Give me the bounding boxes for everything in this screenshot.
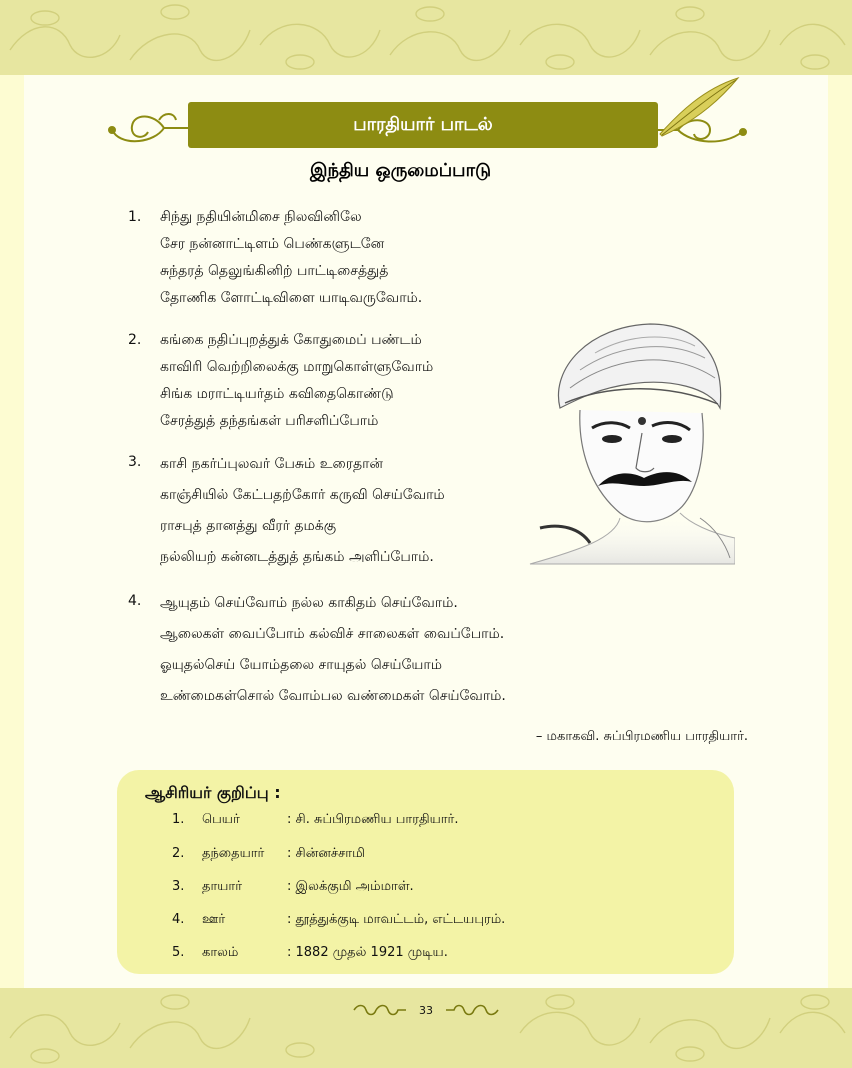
teacher-note-title: ஆசிரியர் குறிப்பு :: [145, 783, 281, 802]
poem-line: காஞ்சியில் கேட்பதற்கோர் கருவி செய்வோம்: [160, 487, 445, 503]
leaf-pattern-icon: [0, 0, 852, 75]
note-row-value: : தூத்துக்குடி மாவட்டம், எட்டயபுரம்.: [287, 912, 506, 927]
note-row-number: 4.: [172, 912, 185, 927]
feather-scroll-ornament-icon: [648, 74, 748, 152]
poem-line: கங்கை நதிப்புறத்துக் கோதுமைப் பண்டம்: [160, 332, 422, 348]
poem-line: உண்மைகள்சொல் வோம்பல வண்மைகள் செய்வோம்.: [160, 688, 506, 704]
top-decorative-band: [0, 0, 852, 75]
poem-line: காசி நகர்ப்புலவர் பேசும் உரைதான்: [160, 456, 383, 472]
note-row-value: : 1882 முதல் 1921 முடிய.: [287, 945, 448, 960]
note-row-key: பெயர்: [202, 812, 240, 827]
poem-line: சிங்க மராட்டியர்தம் கவிதைகொண்டு: [160, 386, 394, 402]
poem-author: – மகாகவி. சுப்பிரமணிய பாரதியார்.: [535, 729, 748, 744]
poem-line: சிந்து நதியின்மிசை நிலவினிலே: [160, 209, 362, 225]
stanza-number: 2.: [128, 332, 142, 348]
poem-line: தோணிக ளோட்டிவிளை யாடிவருவோம்.: [160, 290, 423, 306]
page-number-right-ornament-icon: [444, 1002, 500, 1018]
poem-title: இந்திய ஒருமைப்பாடு: [310, 160, 492, 181]
note-row-number: 3.: [172, 879, 185, 894]
note-row-value: : இலக்குமி அம்மாள்.: [287, 879, 414, 894]
page-number: 33: [419, 1004, 433, 1017]
note-row-value: : சின்னச்சாமி: [287, 846, 365, 861]
poet-portrait-sketch: [520, 318, 735, 566]
poem-line: ஆயுதம் செய்வோம் நல்ல காகிதம் செய்வோம்.: [160, 595, 458, 611]
bottom-decorative-band: [0, 988, 852, 1068]
note-row-number: 2.: [172, 846, 185, 861]
poem-line: ராசபுத் தானத்து வீரர் தமக்கு: [160, 518, 337, 534]
stanza-number: 3.: [128, 454, 142, 470]
section-banner-title: பாரதியார் பாடல்: [353, 113, 493, 135]
stanza-number: 1.: [128, 209, 142, 225]
note-row-value: : சி. சுப்பிரமணிய பாரதியார்.: [287, 812, 459, 827]
note-row-key: காலம்: [202, 945, 239, 960]
note-row-key: தாயார்: [202, 879, 242, 894]
poem-line: ஆலைகள் வைப்போம் கல்விச் சாலைகள் வைப்போம்.: [160, 626, 505, 642]
stanza-number: 4.: [128, 593, 142, 609]
section-banner: [188, 102, 658, 148]
note-row-number: 5.: [172, 945, 185, 960]
leaf-pattern-icon: [0, 988, 852, 1068]
teacher-note-box: [117, 770, 734, 974]
poem-line: ஓயுதல்செய் யோம்தலை சாயுதல் செய்யோம்: [160, 657, 442, 673]
poem-line: சேர நன்னாட்டிளம் பெண்களுடனே: [160, 236, 385, 252]
poem-line: சேரத்துத் தந்தங்கள் பரிசளிப்போம்: [160, 413, 379, 429]
poem-line: நல்லியற் கன்னடத்துத் தங்கம் அளிப்போம்.: [160, 549, 434, 565]
poem-line: சுந்தரத் தெலுங்கினிற் பாட்டிசைத்துத்: [160, 263, 389, 279]
left-scroll-ornament-icon: [104, 108, 194, 148]
poem-line: காவிரி வெற்றிலைக்கு மாறுகொள்ளுவோம்: [160, 359, 434, 375]
note-row-key: ஊர்: [202, 912, 226, 927]
note-row-key: தந்தையார்: [202, 846, 265, 861]
note-row-number: 1.: [172, 812, 185, 827]
